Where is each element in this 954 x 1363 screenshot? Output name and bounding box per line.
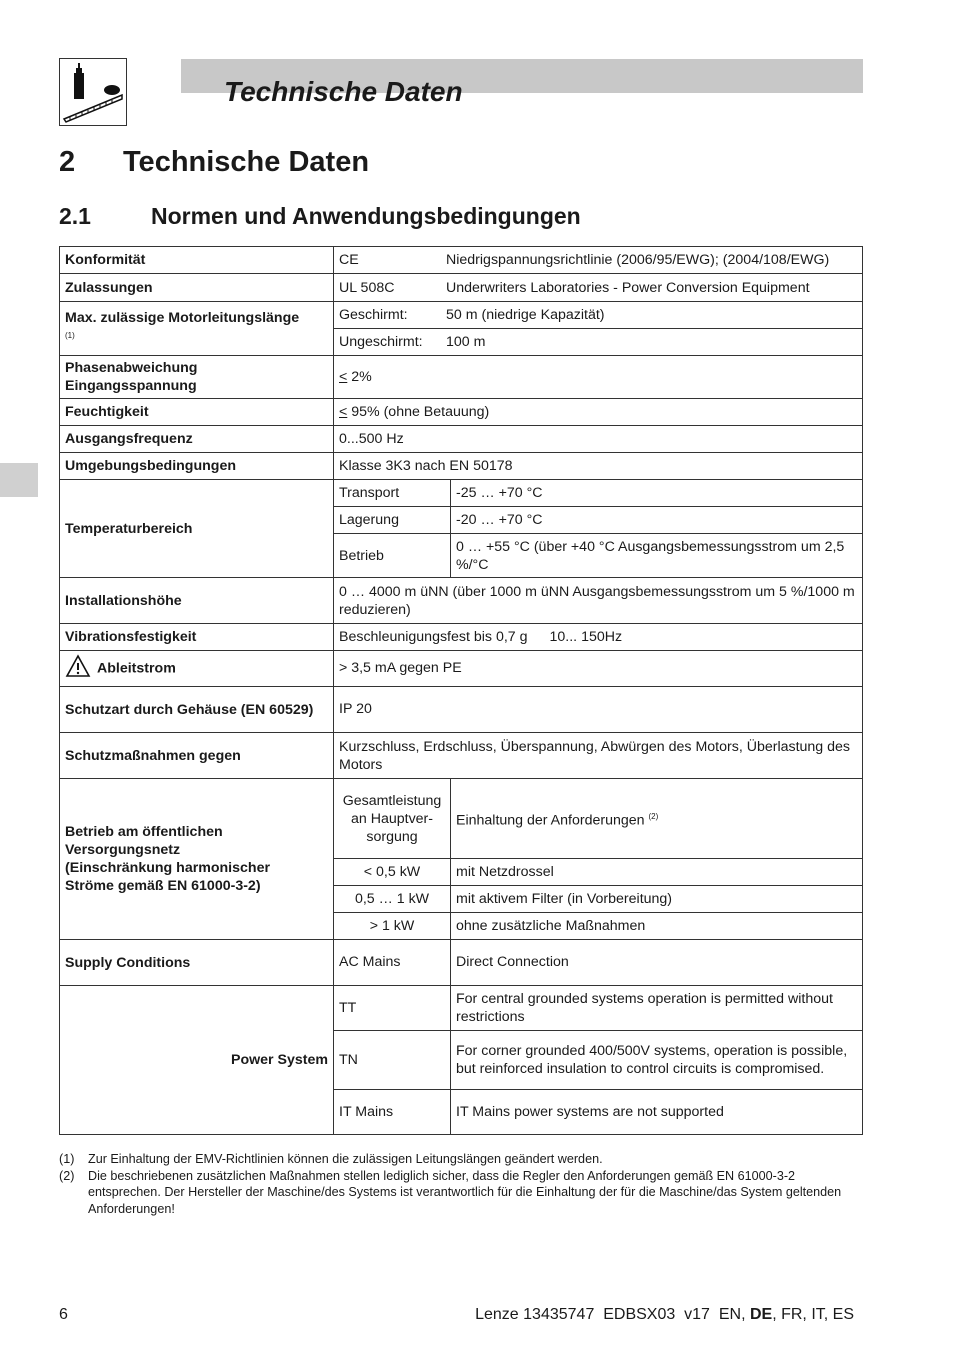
key-line: an Hauptver- [350,810,433,827]
value-text: 2% [347,369,372,385]
footnote-ref: (2) [648,811,659,821]
label-text: Max. zulässige Motorleitungslänge [65,309,300,326]
value-text: 10... 150Hz [549,629,623,645]
footnotes [59,1151,863,1217]
cell-key: TN [334,1031,451,1090]
row-label: Vibrationsfestigkeit [60,624,334,651]
footnote-number: (1) [59,1152,75,1166]
table-row [60,687,863,733]
row-label: Power System [60,986,334,1135]
table-row [60,578,863,624]
cell-value: -20 … +70 °C [451,507,863,534]
key-line: sorgung [366,828,418,845]
cell-value: For corner grounded 400/500V systems, operation is possible, but reinforced insulation to control circuits is compromised. [451,1031,863,1090]
table-row [60,356,863,399]
value-key: UL 508C [339,279,395,296]
label-line: (Einschränkung harmonischer [65,860,270,876]
row-label: Umgebungsbedingungen [60,453,334,480]
header-title: Technische Daten [224,76,463,107]
row-value: Klasse 3K3 nach EN 50178 [334,453,863,480]
cell-value: -25 … +70 °C [451,480,863,507]
cell-key [334,779,451,859]
cell-value [451,779,863,859]
table-row [60,733,863,779]
cell-key: 0,5 … 1 kW [334,886,451,913]
footnote-number: (2) [59,1168,75,1183]
label-line: Versorgungsnetz [65,842,181,858]
key-line: Gesamtleistung [342,792,442,809]
section-heading [59,201,581,231]
table-row [60,940,863,986]
value-text: Underwriters Laboratories - Power Conversion Equipment [446,279,810,296]
table-row [60,426,863,453]
cell-key: > 1 kW [334,913,451,940]
section-number: 2.1 [59,203,91,229]
section-title: Normen und Anwendungsbedingungen [151,203,581,229]
row-value: > 3,5 mA gegen PE [334,651,863,687]
table-row [60,453,863,480]
le-symbol: < [339,369,348,385]
label-line: Phasenabweichung [65,360,198,376]
value-text: Niedrigspannungsrichtlinie (2006/95/EWG); (2004/108/EWG) [446,252,830,268]
cell-value: Direct Connection [451,940,863,986]
row-label: Ausgangsfrequenz [60,426,334,453]
value-text: Beschleunigungsfest bis 0,7 g [339,629,528,645]
row-value: 0 … 4000 m üNN (über 1000 m üNN Ausgangsbemessungsstrom um 5 %/1000 m reduzieren) [334,578,863,624]
cell-key: TT [334,986,451,1031]
row-label: Schutzmaßnahmen gegen [60,733,334,779]
table-row [60,274,863,302]
footnote [59,1168,863,1218]
row-value: IP 20 [334,687,863,733]
table-row [60,986,863,1031]
table-row [60,624,863,651]
cell-value: mit Netzdrossel [451,859,863,886]
value-key: CE [339,252,359,268]
value-text: Einhaltung der Anforderungen [456,812,645,829]
value-key: Geschirmt: [339,307,408,323]
row-label: Zulassungen [60,274,334,302]
row-value [334,356,863,399]
cell-value: mit aktivem Filter (in Vorbereitung) [451,886,863,913]
row-label: Schutzart durch Gehäuse (EN 60529) [60,687,334,733]
row-value [334,399,863,426]
cell-key: Betrieb [334,534,451,578]
spec-table [59,246,863,1135]
table-row [60,651,863,687]
row-label [60,779,334,940]
le-symbol: < [339,404,348,420]
doc-suffix: , FR, IT, ES [772,1306,854,1323]
cell-value: IT Mains power systems are not supported [451,1090,863,1135]
document-id [475,1305,854,1325]
footnote [59,1151,863,1168]
cell-value: 0 … +55 °C (über +40 °C Ausgangsbemessungsstrom um 2,5 %/°C [451,534,863,578]
doc-current-lang: DE [749,1306,773,1323]
row-value: 0...500 Hz [334,426,863,453]
value-key: Ungeschirmt: [339,334,423,350]
chapter-number: 2 [59,146,76,178]
weight-scale-icon [59,58,127,126]
table-row [60,247,863,274]
side-tab-marker [0,463,38,497]
row-value [334,302,863,329]
cell-key: < 0,5 kW [334,859,451,886]
label-text: Ableitstrom [97,660,176,677]
warning-triangle-icon [65,654,91,683]
chapter-title: Technische Daten [123,146,370,178]
row-value [334,329,863,356]
value-text: 50 m (niedrige Kapazität) [446,307,605,323]
table-row [60,779,863,859]
row-value: Kurzschluss, Erdschluss, Überspannung, Abwürgen des Motors, Überlastung des Motors [334,733,863,779]
value-text: 100 m [446,334,486,350]
row-label [60,302,334,356]
value-text: 95% (ohne Betauung) [347,404,490,420]
cell-value: For central grounded systems operation is permitted without restrictions [451,986,863,1031]
footnote-text: Zur Einhaltung der EMV-Richtlinien können die zulässigen Leitungslängen geändert werden. [88,1152,603,1166]
row-label: Konformität [60,247,334,274]
row-value [334,624,863,651]
row-label: Temperaturbereich [60,480,334,578]
label-line: Ströme gemäß EN 61000-3-2) [65,878,261,894]
row-label [60,651,334,687]
row-label [60,356,334,399]
cell-key: AC Mains [334,940,451,986]
row-value [334,274,863,302]
row-value [334,247,863,274]
row-label: Installationshöhe [60,578,334,624]
table-row [60,480,863,507]
cell-key: Transport [334,480,451,507]
cell-value: ohne zusätzliche Maßnahmen [451,913,863,940]
cell-key: Lagerung [334,507,451,534]
table-row [60,399,863,426]
label-line: Eingangsspannung [65,378,197,394]
footnote-ref: (1) [65,330,75,340]
label-line: Betrieb am öffentlichen [65,824,223,840]
page-number: 6 [59,1306,68,1323]
chapter-heading [59,144,369,180]
row-label: Feuchtigkeit [60,399,334,426]
row-label: Supply Conditions [60,940,334,986]
doc-prefix: Lenze 13435747 EDBSX03 v17 EN, [475,1306,750,1323]
table-row [60,302,863,329]
cell-key: IT Mains [334,1090,451,1135]
footnote-text: Die beschriebenen zusätzlichen Maßnahmen stellen lediglich sicher, dass die Regler den Anforderungen gemäß EN 61000-3-2 entsprechen. Der Hersteller der Maschine/des Systems ist verantwortlich für die Einhaltung der für die Maschine/das System geltenden Anforderungen! [88,1168,842,1216]
